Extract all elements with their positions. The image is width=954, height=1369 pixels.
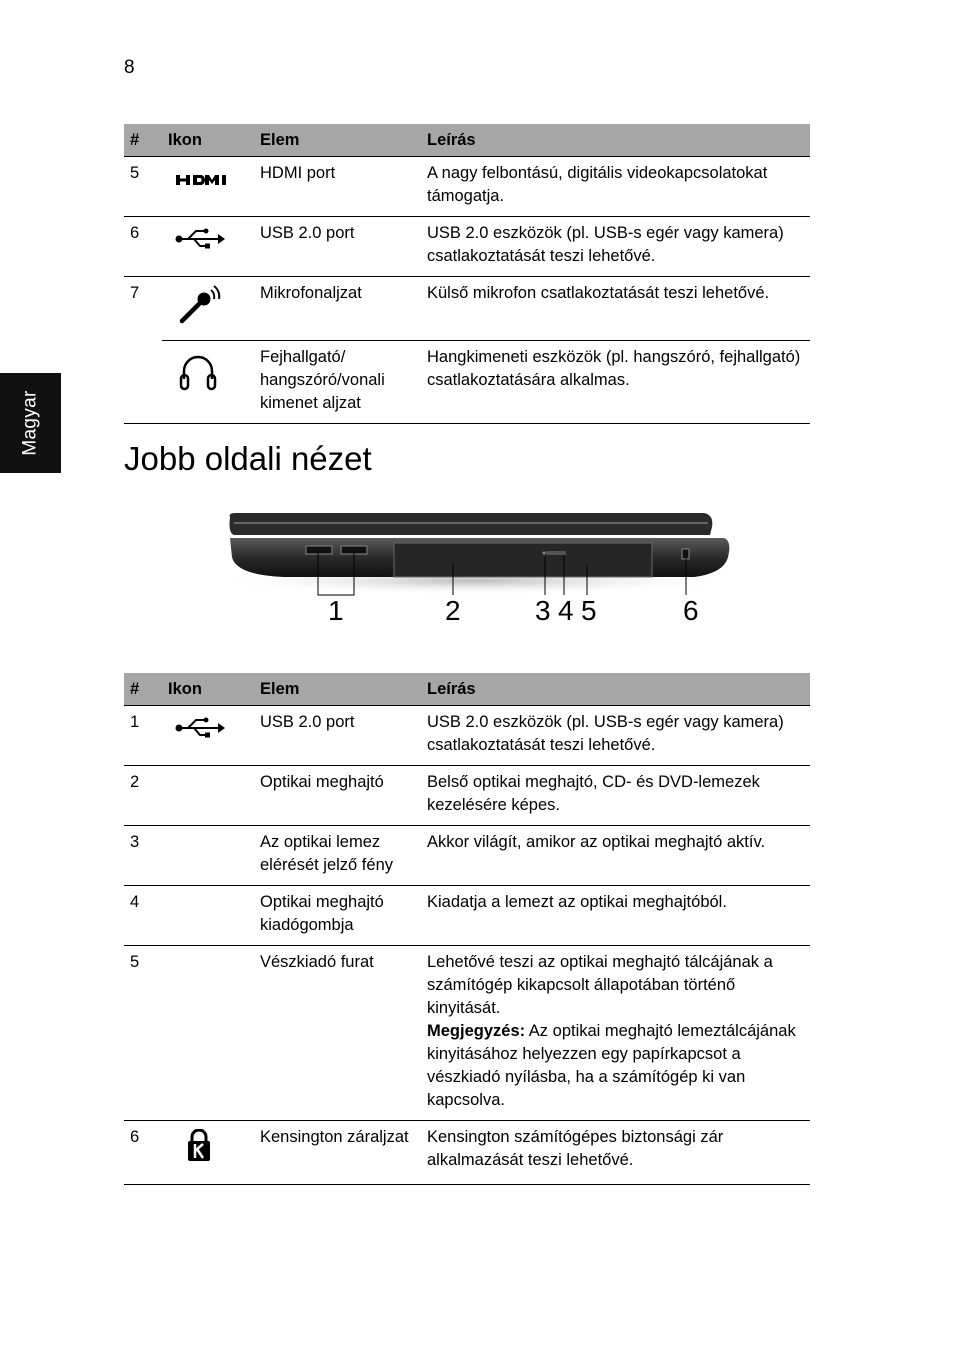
left-side-components-table [124, 124, 810, 424]
hdmi-icon [174, 165, 230, 189]
row-desc: Hangkimeneti eszközök (pl. hangszóró, fejhallgató) csatlakoztatására alkalmas. [421, 341, 810, 424]
row-desc: Kiadatja a lemezt az optikai meghajtóból. [421, 886, 810, 946]
language-side-tab [0, 373, 61, 473]
row-elem: Optikai meghajtó [254, 766, 421, 826]
row-elem: Fejhallgató/ hangszóró/vonali kimenet aljzat [254, 341, 421, 424]
row-num [124, 341, 162, 424]
table-row [124, 826, 810, 886]
optical-drive [394, 543, 652, 577]
callout-2: 2 [445, 595, 461, 626]
table-header-row [124, 124, 810, 157]
table-row [124, 277, 810, 341]
usb-port-2 [341, 546, 367, 554]
header-desc: Leírás [421, 673, 810, 706]
note-label: Megjegyzés: [427, 1022, 526, 1040]
row-desc: Akkor világít, amikor az optikai meghajtó aktív. [421, 826, 810, 886]
row-elem: HDMI port [254, 157, 421, 217]
header-elem: Elem [254, 124, 421, 157]
row-num: 1 [124, 706, 162, 766]
row-desc: A nagy felbontású, digitális videokapcsolatokat támogatja. [421, 157, 810, 217]
header-desc: Leírás [421, 124, 810, 157]
usb-port-1 [306, 546, 332, 554]
callout-6: 6 [683, 595, 699, 626]
header-icon: Ikon [162, 673, 254, 706]
row-desc: Külső mikrofon csatlakoztatását teszi lehetővé. [421, 277, 810, 341]
row-elem: USB 2.0 port [254, 217, 421, 277]
row-num: 5 [124, 946, 162, 1121]
row-num: 7 [130, 284, 140, 302]
row-desc: Belső optikai meghajtó, CD- és DVD-lemezek kezelésére képes. [421, 766, 810, 826]
table-row [124, 946, 810, 1121]
row-elem: USB 2.0 port [254, 706, 421, 766]
header-num: # [124, 673, 162, 706]
row-elem: Mikrofonaljzat [254, 277, 421, 341]
table-header-row [124, 673, 810, 706]
table-row [124, 217, 810, 277]
language-label: Magyar [19, 390, 41, 456]
drive-led [543, 552, 546, 555]
table-row [124, 1121, 810, 1185]
row-desc: USB 2.0 eszközök (pl. USB-s egér vagy kamera) csatlakoztatását teszi lehetővé. [421, 217, 810, 277]
table-row [124, 341, 810, 424]
row-elem: Vészkiadó furat [254, 946, 421, 1121]
note-text: Az optikai meghajtó lemeztálcájának kinyitásához helyezzen egy papírkapcsot a vészkiadó nyílásba, ha a számítógép ki van kapcsolva. [427, 1022, 796, 1109]
row-num: 6 [124, 1121, 162, 1185]
table-row [124, 706, 810, 766]
kensington-slot [682, 549, 689, 559]
kensington-lock-icon [174, 1129, 224, 1161]
callout-3: 3 [535, 595, 551, 626]
usb-icon [174, 225, 226, 249]
row-elem: Az optikai lemez elérését jelző fény [254, 826, 421, 886]
callout-1: 1 [328, 595, 344, 626]
row-num: 5 [124, 157, 162, 217]
usb-icon [174, 714, 226, 738]
row-desc: USB 2.0 eszközök (pl. USB-s egér vagy kamera) csatlakoztatását teszi lehetővé. [421, 706, 810, 766]
right-side-components-table [124, 673, 810, 1185]
header-num: # [124, 124, 162, 157]
laptop-lid [230, 513, 713, 535]
header-elem: Elem [254, 673, 421, 706]
page-number: 8 [124, 57, 135, 78]
callout-5: 5 [581, 595, 597, 626]
table-row [124, 886, 810, 946]
microphone-icon [174, 285, 222, 327]
row-num: 4 [124, 886, 162, 946]
right-side-view-figure [224, 505, 738, 635]
section-title: Jobb oldali nézet [124, 440, 372, 477]
row-desc: Kensington számítógépes biztonsági zár alkalmazását teszi lehetővé. [421, 1121, 810, 1185]
row-num: 6 [124, 217, 162, 277]
row-num: 3 [124, 826, 162, 886]
callout-4: 4 [558, 595, 574, 626]
row-elem: Kensington záraljzat [254, 1121, 421, 1185]
row-elem: Optikai meghajtó kiadógombja [254, 886, 421, 946]
headphones-icon [174, 349, 222, 393]
row-desc: Lehetővé teszi az optikai meghajtó tálcájának a számítógép kikapcsolt állapotában történő kinyitását. [427, 953, 773, 1017]
table-row [124, 157, 810, 217]
row-num: 2 [124, 766, 162, 826]
eject-button [546, 551, 566, 555]
table-row [124, 766, 810, 826]
header-icon: Ikon [162, 124, 254, 157]
